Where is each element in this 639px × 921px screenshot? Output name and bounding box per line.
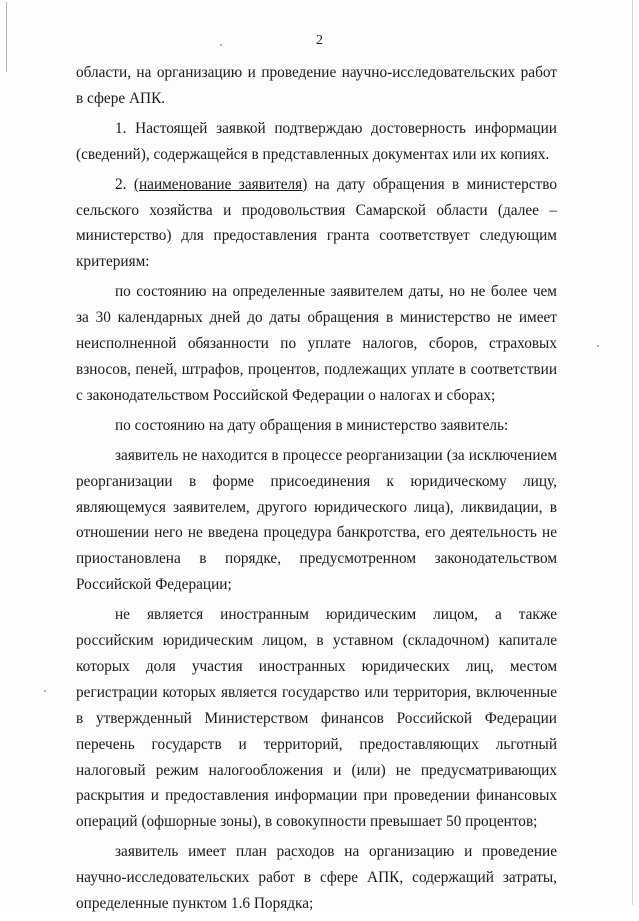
paragraph-foreign-entity: не является иностранным юридическим лицом, а также российским юридическим лицом, в уставном (складочном) капитале которых доля участия иностранных юридических лиц, местом регистрации которых является государство или территория, включенные в утвержденный Министерством финансов Российской Федерации перечень государств и территорий, предоставляющих льготный налоговый режим налогообложения и (или) не предусматривающих раскрытия и предоставления информации при проведении финансовых операций (офшорные зоны), в совокупности превышает 50 процентов; <box>76 606 557 831</box>
item-2-number: 2. <box>115 175 134 193</box>
document-body <box>76 60 557 921</box>
item-2-text: на дату обращения в министерство сельского хозяйства и продовольствия Самарской области (далее – министерство) для предоставления гранта соответствует следующим критериям: <box>76 175 558 271</box>
paragraph-applicant-status-intro: по состоянию на дату обращения в министерство заявитель: <box>115 416 509 434</box>
applicant-name-placeholder: (наименование заявителя) <box>133 175 308 193</box>
paragraph-tax-obligations: по состоянию на определенные заявителем даты, но не более чем за 30 календарных дней до даты обращения в министерство не имеет неисполненной обязанности по уплате налогов, сборов, страховых взносов, пеней, штрафов, процентов, подлежащих уплате в соответствии с законодательством Российской Федерации о налогах и сборах; <box>76 283 557 404</box>
scan-speck <box>597 345 599 347</box>
paragraph-reorganization: заявитель не находится в процессе реорганизации (за исключением реорганизации в форме присоединения к юридическому лицу, являющемуся заявителем, другого юридического лица), ликвидации, в отношении него не введена процедура банкротства, его деятельность не приостановлена в порядке, предусмотренном законодательством Российской Федерации; <box>76 446 557 594</box>
page-number: 2 <box>316 33 323 48</box>
paragraph-item-2 <box>76 172 557 276</box>
paragraph-expense-plan: заявитель имеет план расходов на организацию и проведение научно-исследовательских работ в сфере АПК, содержащий затраты, определенные пунктом 1.6 Порядка; <box>76 843 557 913</box>
scan-edge-line <box>632 0 633 905</box>
scan-speck <box>44 690 46 692</box>
paragraph-continuation: области, на организацию и проведение научно-исследовательских работ в сфере АПК. <box>76 64 557 107</box>
paragraph-item-1: 1. Настоящей заявкой подтверждаю достоверность информации (сведений), содержащейся в представленных документах или их копиях. <box>76 119 557 163</box>
